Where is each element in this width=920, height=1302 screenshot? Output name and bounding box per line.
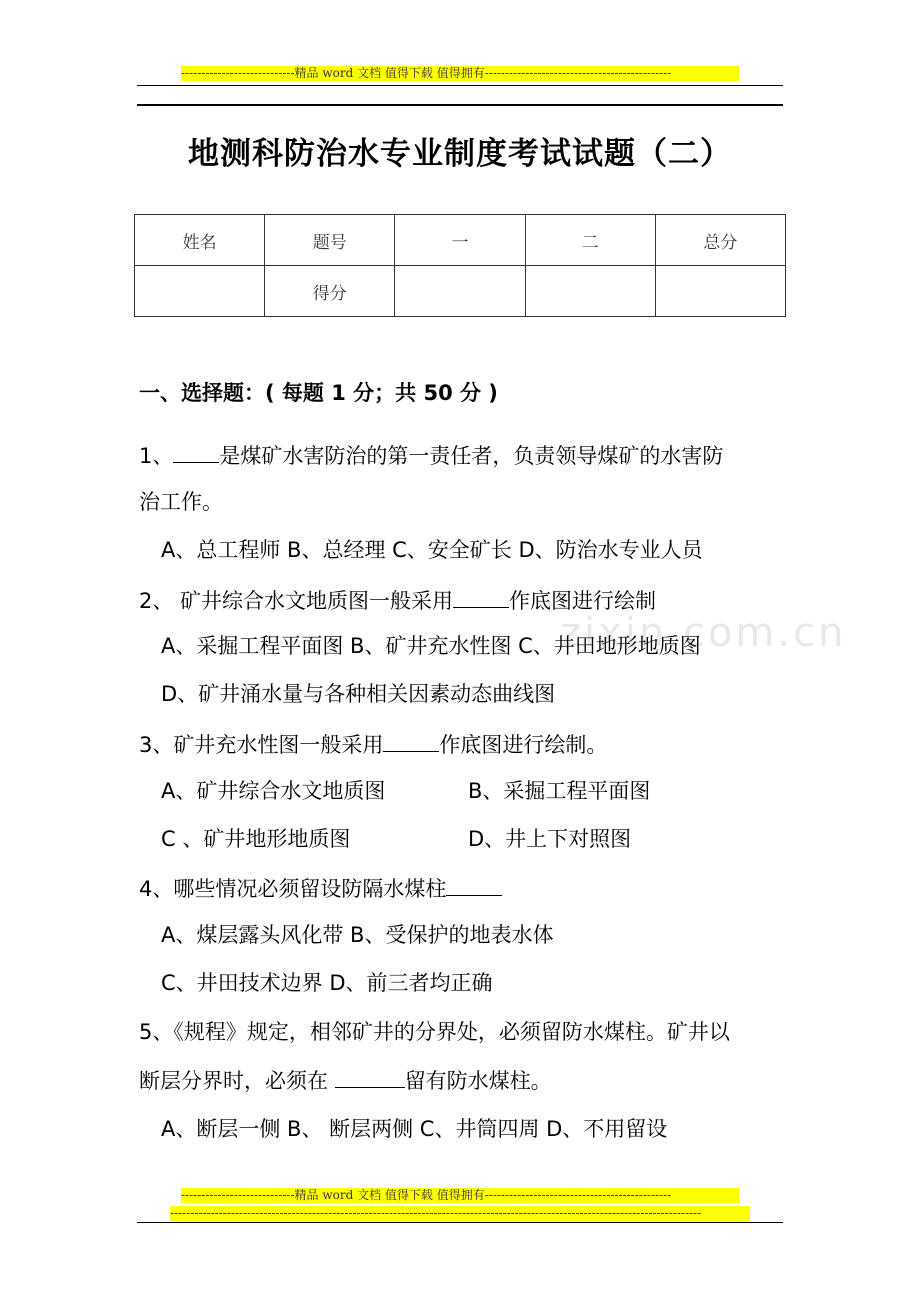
question-2-options: A、采掘工程平面图 B、矿井充水性图 C、井田地形地质图: [161, 634, 701, 658]
question-3-option-d: D、井上下对照图: [468, 827, 632, 851]
question-4: [139, 873, 502, 904]
table-cell: 一: [395, 215, 525, 266]
table-cell: [395, 266, 525, 317]
answer-blank: [173, 440, 219, 463]
question-text: 留有防水煤柱。: [404, 1069, 552, 1093]
table-cell: 总分: [655, 215, 785, 266]
table-cell: [135, 266, 265, 317]
header-rule-thin: [137, 85, 783, 86]
question-text: 作底图进行绘制: [509, 589, 657, 613]
header-rule-thick: [137, 104, 783, 106]
answer-blank: [453, 585, 509, 608]
table-cell: [525, 266, 655, 317]
question-1: [139, 440, 723, 471]
question-3-option-b: B、采掘工程平面图: [468, 779, 651, 803]
question-text: 3、矿井充水性图一般采用: [139, 733, 384, 757]
footer-banner: ----------------------------精品 word 文档 值得下载 值得拥有----------------------------------------------: [181, 1188, 739, 1203]
question-4-options-cd: C、井田技术边界 D、前三者均正确: [161, 971, 493, 995]
question-3: [139, 729, 607, 760]
question-1-options: A、总工程师 B、总经理 C、安全矿长 D、防治水专业人员: [161, 538, 703, 562]
table-row: [135, 266, 786, 317]
score-table: [134, 214, 786, 317]
question-text: 作底图进行绘制。: [439, 733, 608, 757]
question-5: 5、《规程》规定，相邻矿井的分界处，必须留防水煤柱。矿井以: [139, 1020, 730, 1044]
question-text: 是煤矿水害防治的第一责任者，负责领导煤矿的水害防: [219, 444, 724, 468]
section-heading: 一、选择题：( 每题 1 分；共 50 分 ): [139, 381, 498, 405]
question-text: 4、哪些情况必须留设防隔水煤柱: [139, 877, 447, 901]
question-5-continued: [139, 1065, 552, 1096]
answer-blank: [335, 1065, 405, 1088]
table-cell: 姓名: [135, 215, 265, 266]
question-3-option-a: A、矿井综合水文地质图: [161, 779, 386, 803]
footer-rule: [137, 1222, 783, 1223]
table-cell: 二: [525, 215, 655, 266]
question-text: 1、: [139, 444, 174, 468]
question-text: 2、 矿井综合水文地质图一般采用: [139, 589, 454, 613]
question-2-option-d: D、矿井涌水量与各种相关因素动态曲线图: [161, 682, 556, 706]
table-row: [135, 215, 786, 266]
watermark: zixin.com.cn: [560, 610, 847, 656]
question-5-options: A、断层一侧 B、 断层两侧 C、井筒四周 D、不用留设: [161, 1117, 668, 1141]
question-text: 断层分界时，必须在: [139, 1069, 335, 1093]
page-title: 地测科防治水专业制度考试试题（二）: [188, 136, 732, 172]
table-cell: [655, 266, 785, 317]
footer-banner-dashes: -----------------------------------------------------------------------------------------------------------------------------------: [170, 1206, 750, 1221]
question-4-options-ab: A、煤层露头风化带 B、受保护的地表水体: [161, 923, 554, 947]
answer-blank: [383, 729, 439, 752]
question-1-continued: 治工作。: [139, 490, 223, 514]
question-3-option-c: C 、矿井地形地质图: [161, 827, 351, 851]
header-banner: ----------------------------精品 word 文档 值得下载 值得拥有----------------------------------------------: [181, 66, 739, 81]
answer-blank: [446, 873, 502, 896]
question-2: [139, 585, 656, 616]
table-cell: 得分: [265, 266, 395, 317]
table-cell: 题号: [265, 215, 395, 266]
